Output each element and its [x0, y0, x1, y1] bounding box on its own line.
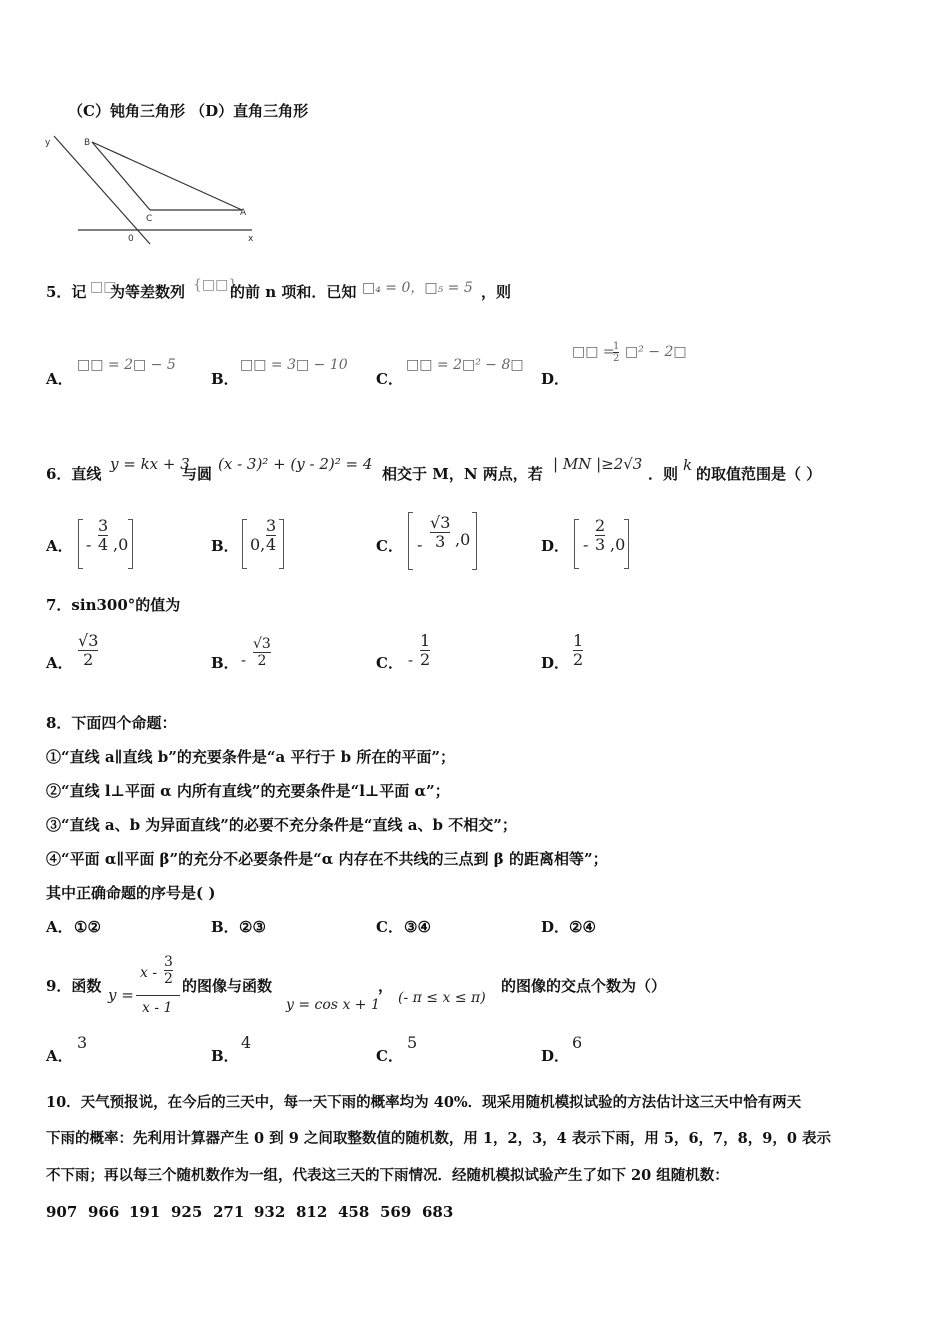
denominator: 4 — [98, 535, 109, 554]
numerator: 2 — [595, 516, 606, 535]
q5-option-a-label: A． — [46, 370, 73, 388]
q9-option-c-label: C． — [376, 1047, 403, 1065]
numerator: 3 — [266, 516, 277, 535]
numerator: 3 — [164, 954, 173, 970]
q8-option-b-value: ②③ — [239, 918, 266, 936]
q5-sn-symbol: □□ — [90, 279, 117, 295]
q5-option-d-numerator: 1 — [613, 341, 620, 352]
q7-option-b-fraction — [253, 636, 271, 669]
q8-option-d-value: ②④ — [569, 918, 596, 936]
random-number: 966 — [88, 1203, 120, 1221]
q9-domain: (- π ≤ x ≤ π) — [398, 990, 486, 1006]
q7-option-c-fraction — [420, 632, 430, 669]
numerator: √3 — [430, 513, 451, 532]
q8-option-c-label: C． — [376, 918, 403, 936]
q5-option-d-formula-post: □² − 2□ — [625, 344, 687, 360]
random-number: 812 — [296, 1203, 328, 1221]
q8-item-2: ②“直线 l⊥平面 α 内所有直线”的充要条件是“l⊥平面 α”； — [46, 782, 450, 800]
q5-option-d-label: D． — [541, 370, 570, 388]
q6-option-a-pre: - — [86, 535, 92, 554]
q6-chord-condition: | MN |≥2√3 — [553, 455, 643, 473]
q7-option-d-label: D． — [541, 654, 570, 672]
denominator: 3 — [435, 532, 446, 551]
q8-item-4: ④“平面 α∥平面 β”的充分不必要条件是“α 内存在不共线的三点到 β 的距离相等”； — [46, 850, 608, 868]
point-b-label: B — [84, 138, 91, 148]
q9-option-b-value: 4 — [241, 1033, 252, 1052]
q9-option-a-value: 3 — [77, 1033, 88, 1052]
q5-option-b-formula: □□ = 3□ − 10 — [240, 357, 348, 373]
q9-fn1-lhs: y = — [108, 986, 134, 1004]
numerator: √3 — [253, 636, 271, 652]
random-number: 271 — [213, 1203, 245, 1221]
q6-option-a-label: A． — [46, 537, 73, 555]
q8-option-d-label: D． — [541, 918, 570, 936]
denominator: 2 — [573, 650, 584, 669]
q9-fn1-num-pre: x - — [140, 965, 158, 981]
q6-circle-equation: (x - 3)² + (y - 2)² = 4 — [218, 455, 373, 473]
q6-text-d: ．则 — [648, 465, 679, 483]
q7-option-a-label: A． — [46, 654, 73, 672]
q5-text-b: 为等差数列 — [110, 283, 186, 301]
q5-option-d-denominator: 2 — [613, 353, 620, 364]
random-number: 907 — [46, 1203, 78, 1221]
q8-option-a-value: ①② — [74, 918, 101, 936]
q9-comma: ， — [378, 977, 394, 995]
denominator: 2 — [83, 650, 94, 669]
q6-option-c-label: C． — [376, 537, 403, 555]
random-number: 925 — [171, 1203, 203, 1221]
y-axis-label: y — [45, 138, 51, 148]
random-number: 191 — [129, 1203, 161, 1221]
q9-text-a: 9．函数 — [46, 977, 102, 995]
q7-option-b-label: B． — [211, 654, 239, 672]
q6-option-c-fraction — [430, 514, 450, 551]
numerator: 1 — [420, 631, 431, 650]
q7-option-c-sign: - — [408, 651, 414, 669]
q6-option-d-pre: - — [583, 535, 589, 554]
q5-option-c-formula: □□ = 2□² − 8□ — [406, 357, 524, 373]
q6-text-c: 相交于 M，N 两点，若 — [382, 465, 543, 483]
numerator: 3 — [98, 516, 109, 535]
origin-label: 0 — [128, 234, 134, 244]
q7-option-c-label: C． — [376, 654, 403, 672]
q8-item-3: ③“直线 a、b 为异面直线”的必要不充分条件是“直线 a、b 不相交”； — [46, 816, 517, 834]
q10-line-1: 10．天气预报说，在今后的三天中，每一天下雨的概率均为 40%．现采用随机模拟试验的方法估计这三天中恰有两天 — [46, 1094, 802, 1111]
q9-fn2: y = cos x + 1 — [286, 997, 380, 1013]
q9-main-fraction-bar — [136, 995, 180, 996]
q6-option-c-pre: - — [417, 535, 423, 554]
denominator: 2 — [420, 650, 431, 669]
q6-option-c-post: ,0 — [455, 530, 471, 549]
random-number: 932 — [254, 1203, 286, 1221]
q6-option-b-label: B． — [211, 537, 239, 555]
q5-text-c: 的前 n 项和．已知 — [230, 283, 357, 301]
left-bracket — [408, 512, 413, 570]
point-a-label: A — [240, 208, 247, 218]
q6-k-symbol: k — [683, 456, 693, 474]
random-number: 683 — [422, 1203, 454, 1221]
q9-option-a-label: A． — [46, 1047, 73, 1065]
q6-option-b-fraction — [266, 517, 276, 554]
q9-text-c: 的图像的交点个数为（） — [501, 977, 667, 995]
q9-option-d-value: 6 — [572, 1033, 583, 1052]
q9-fn1-denominator: x - 1 — [142, 1000, 173, 1016]
q9-option-d-label: D． — [541, 1047, 570, 1065]
q9-fn1-inner-fraction — [164, 954, 173, 987]
q5-option-d-fraction — [613, 341, 619, 364]
q8-question: 其中正确命题的序号是( ) — [46, 884, 216, 902]
q5-option-c-label: C． — [376, 370, 403, 388]
denominator: 3 — [595, 535, 606, 554]
q6-option-b-pre: 0, — [250, 535, 266, 554]
q6-option-d-post: ,0 — [610, 535, 626, 554]
denominator: 4 — [266, 535, 277, 554]
q7-stem: 7．sin300°的值为 — [46, 596, 181, 614]
q4-options-line: （C）钝角三角形 （D）直角三角形 — [68, 102, 309, 120]
q5-text-a: 5．记 — [46, 283, 87, 301]
q5-an-symbol: {□□} — [193, 277, 238, 293]
random-number: 569 — [380, 1203, 412, 1221]
q8-item-1: ①“直线 a∥直线 b”的充要条件是“a 平行于 b 所在的平面”； — [46, 748, 455, 766]
left-bracket — [574, 519, 579, 569]
point-c-label: C — [146, 214, 153, 224]
denominator: 2 — [257, 653, 267, 669]
q5-option-a-formula: □□ = 2□ − 5 — [77, 357, 176, 373]
q6-option-a-fraction — [98, 517, 108, 554]
q10-line-3: 不下雨；再以每三个随机数作为一组，代表这三天的下雨情况．经随机模拟试验产生了如下 20 组随机数： — [46, 1167, 729, 1184]
left-bracket — [78, 519, 83, 569]
q8-option-c-value: ③④ — [404, 918, 431, 936]
q5-text-d: ，则 — [481, 283, 512, 301]
q7-option-b-sign: - — [241, 651, 247, 669]
q6-option-d-label: D． — [541, 537, 570, 555]
numerator: 1 — [573, 631, 584, 650]
q8-option-b-label: B． — [211, 918, 239, 936]
q7-option-a-fraction — [78, 632, 98, 669]
q8-intro: 8．下面四个命题： — [46, 714, 177, 732]
q6-text-e: 的取值范围是（ ） — [696, 465, 822, 483]
denominator: 2 — [164, 971, 173, 987]
random-number: 458 — [338, 1203, 370, 1221]
q6-text-a: 6．直线 — [46, 465, 102, 483]
q10-line-2: 下雨的概率：先利用计算器产生 0 到 9 之间取整数值的随机数，用 1，2，3，4 表示下雨，用 5，6，7，8，9，0 表示 — [46, 1130, 831, 1147]
right-bracket — [128, 519, 133, 569]
q8-option-a-label: A． — [46, 918, 73, 936]
q9-option-c-value: 5 — [407, 1033, 418, 1052]
q7-option-d-fraction — [573, 632, 583, 669]
right-bracket — [624, 519, 629, 569]
right-bracket — [279, 519, 284, 569]
q6-line-equation: y = kx + 3 — [110, 455, 190, 473]
q5-option-d-formula-pre: □□ = — [572, 344, 615, 360]
q5-option-b-label: B． — [211, 370, 239, 388]
q9-text-b: 的图像与函数 — [182, 977, 273, 995]
q5-known-values: □₄ = 0，□₅ = 5 — [362, 280, 473, 296]
x-axis-label: x — [248, 234, 254, 244]
q6-option-d-fraction — [595, 517, 605, 554]
q6-text-b: 与圆 — [182, 465, 213, 483]
numerator: √3 — [78, 631, 99, 650]
q9-option-b-label: B． — [211, 1047, 239, 1065]
right-bracket — [472, 512, 477, 570]
left-bracket — [242, 519, 247, 569]
q4-triangle-figure — [40, 130, 265, 250]
q6-option-a-post: ,0 — [113, 535, 129, 554]
